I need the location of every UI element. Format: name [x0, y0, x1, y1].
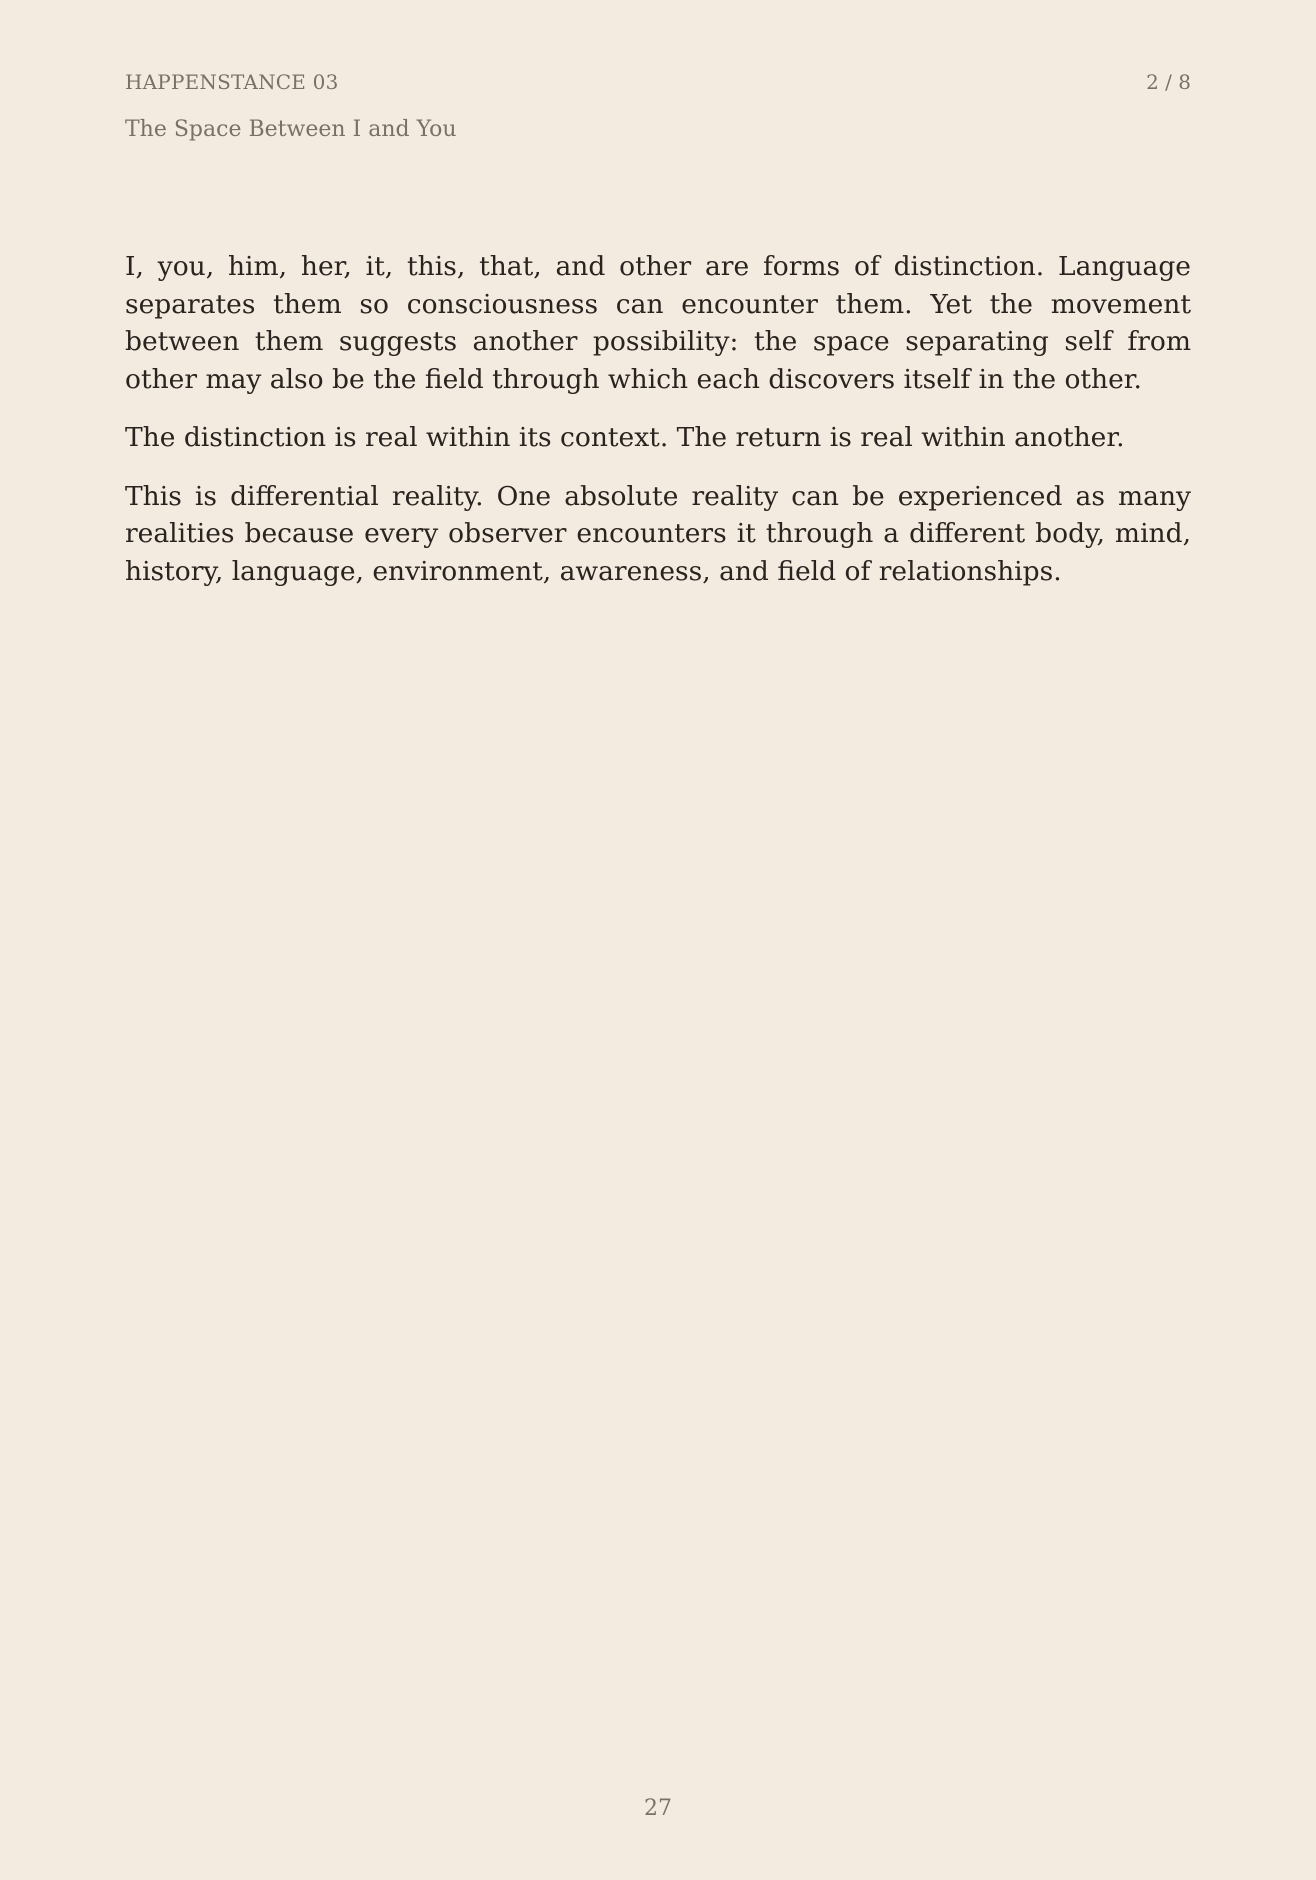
paragraph: This is differential reality. One absolute reality can be experienced as many realities because every observer encounters it through a different body, mind, history, language, environment, awareness, and field of relationships. — [125, 480, 1191, 587]
chapter-title: The Space Between I and You — [125, 117, 457, 142]
page-number: 27 — [644, 1796, 672, 1821]
body-text — [125, 248, 1191, 611]
running-header — [125, 69, 1191, 95]
paragraph: I, you, him, her, it, this, that, and other are forms of distinction. Language separates them so consciousness can encounter them. Yet the movement between them suggests another possibility: the space separating self from other may also be the field through which each discovers itself in the other. — [125, 251, 1191, 395]
paragraph: The distinction is real within its context. The return is real within another. — [125, 422, 1125, 453]
book-title: HAPPENSTANCE 03 — [125, 70, 339, 94]
reader-page — [125, 0, 1191, 1880]
chapter-progress: 2 / 8 — [1146, 70, 1191, 94]
